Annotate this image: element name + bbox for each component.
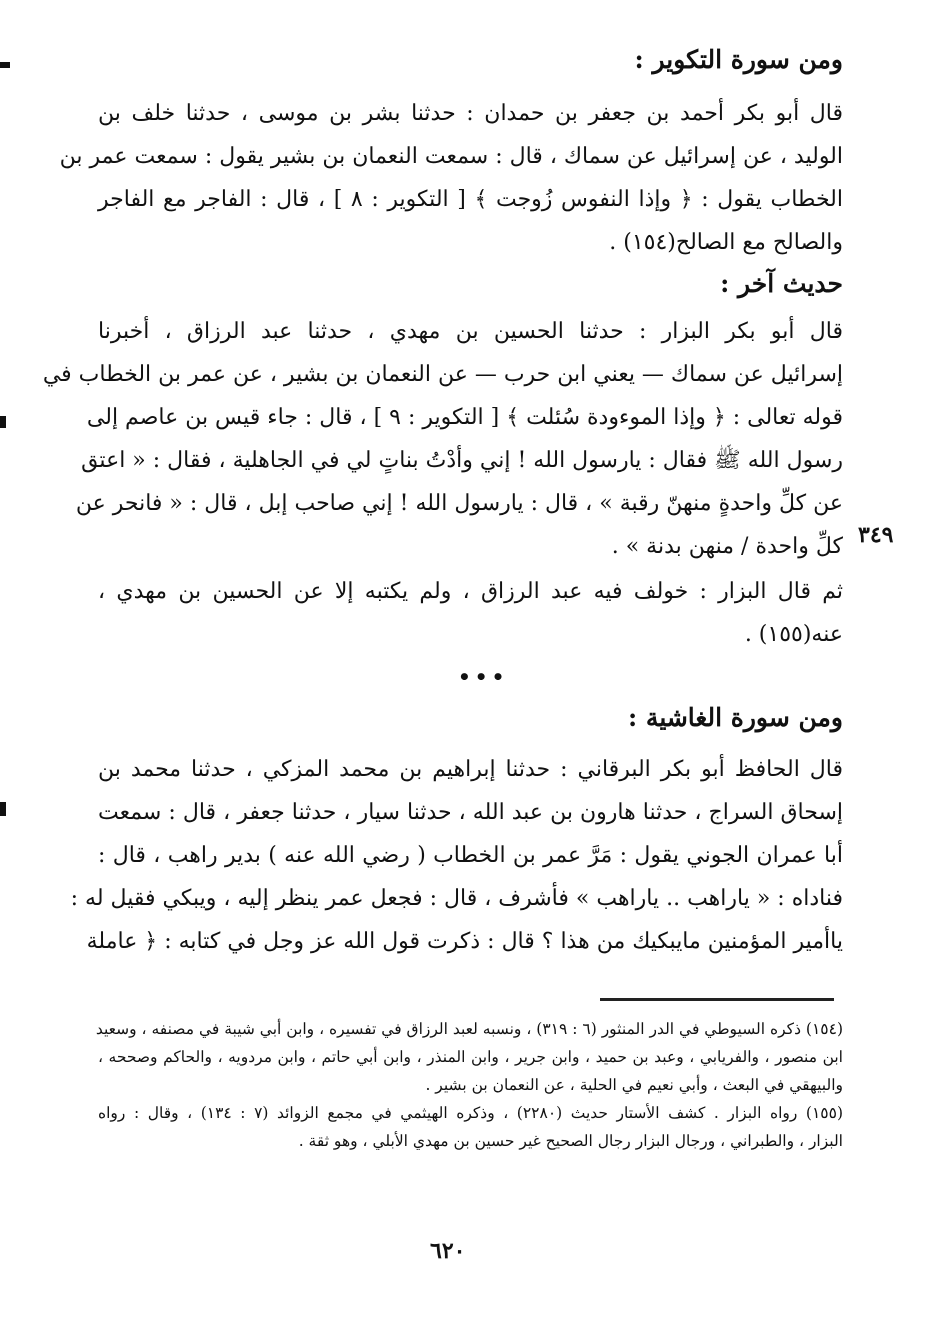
footnotes xyxy=(95,1015,844,1155)
footnote-154-line: ابن منصور ، والفريابي ، وعبد بن حميد ، وابن جرير ، وابن المنذر ، وابن أبي حاتم ، وابن مردويه ، والحاكم وصححه ، xyxy=(98,1048,843,1066)
section-heading-another-hadith: حديث آخر : xyxy=(720,269,843,298)
section-heading-ghashiya: ومن سورة الغاشية : xyxy=(627,703,843,732)
text-line: رسول الله ﷺ فقال : يارسول الله ! إني وأدْتُ بناتٍ لي في الجاهلية ، فقال : « اعتق xyxy=(81,448,843,473)
footnote-154-line: (١٥٤) ذكره السيوطي في الدر المنثور (٦ : ٣١٩) ، ونسبه لعبد الرزاق في تفسيره ، وابن أبي شيبة في مصنفه ، وسعيد xyxy=(95,1020,843,1038)
scan-edge-mark xyxy=(0,802,6,816)
paragraph-another-hadith xyxy=(42,310,843,568)
text-line: عنه(١٥٥) . xyxy=(744,622,843,647)
text-line: إسرائيل عن سماك — يعني ابن حرب — عن النعمان بن بشير ، عن عمر بن الخطاب في xyxy=(42,362,843,387)
paragraph-bazzar-note xyxy=(98,570,843,656)
scan-edge-mark xyxy=(0,416,6,428)
text-line: قال أبو بكر أحمد بن جعفر بن حمدان : حدثنا بشر بن موسى ، حدثنا خلف بن xyxy=(98,101,843,126)
text-line: عن كلِّ واحدةٍ منهنّ رقبة » ، قال : يارسول الله ! إني صاحب إبل ، قال : « فانحر عن xyxy=(75,491,843,516)
margin-page-number: ٣٤٩ xyxy=(858,522,894,548)
text-line: ثم قال البزار : خولف فيه عبد الرزاق ، ولم يكتبه إلا عن الحسين بن مهدي ، xyxy=(98,579,843,604)
page-number: ٦٢٠ xyxy=(430,1238,466,1264)
text-line: قوله تعالى : ﴿ وإذا الموءودة سُئلت ﴾ [ التكوير : ٩ ] ، قال : جاء قيس بن عاصم إلى xyxy=(86,405,843,430)
footnote-155-line: (١٥٥) رواه البزار . كشف الأستار حديث (٢٢٨٠) ، وذكره الهيثمي في مجمع الزوائد (٧ : ١٣٤) ، وقال : رواه xyxy=(98,1104,844,1122)
footnote-154-line: والبيهقي في البعث ، وأبي نعيم في الحلية ، عن النعمان بن بشير . xyxy=(425,1076,843,1094)
text-line: قال الحافظ أبو بكر البرقاني : حدثنا إبراهيم بن محمد المزكي ، حدثنا محمد بن xyxy=(98,757,843,782)
text-line: الخطاب يقول : ﴿ وإذا النفوس زُوجت ﴾ [ التكوير : ٨ ] ، قال : الفاجر مع الفاجر xyxy=(98,187,843,212)
footnote-155-line: البزار ، والطبراني ، ورجال البزار رجال الصحيح غير حسين بن مهدي الأبلي ، وهو ثقة . xyxy=(298,1132,843,1150)
section-heading-takwir: ومن سورة التكوير : xyxy=(634,45,843,74)
text-line: ياأمير المؤمنين مايبكيك من هذا ؟ قال : ذكرت قول الله عز وجل في كتابه : ﴿ عاملة xyxy=(86,929,843,954)
text-line: إسحاق السراج ، حدثنا هارون بن عبد الله ، حدثنا سيار ، حدثنا جعفر ، قال : سمعت xyxy=(98,800,843,825)
paragraph-ghashiya xyxy=(70,748,843,963)
section-separator: ••• xyxy=(458,665,509,689)
text-line: والصالح مع الصالح(١٥٤) . xyxy=(609,230,843,255)
paragraph-takwir xyxy=(59,92,843,264)
scan-edge-mark xyxy=(0,62,10,68)
text-line: فناداه : « ياراهب .. ياراهب » فأشرف ، قال : فجعل عمر ينظر إليه ، ويبكي فقيل له : xyxy=(70,886,843,911)
text-line: كلِّ واحدة / منهن بدنة » . xyxy=(611,534,843,559)
footnote-rule xyxy=(600,998,834,1001)
text-line: قال أبو بكر البزار : حدثنا الحسين بن مهدي ، حدثنا عبد الرزاق ، أخبرنا xyxy=(98,319,843,344)
text-line: الوليد ، عن إسرائيل عن سماك ، قال : سمعت النعمان بن بشير يقول : سمعت عمر بن xyxy=(59,144,843,169)
text-line: أبا عمران الجوني يقول : مَرَّ عمر بن الخطاب ( رضي الله عنه ) بدير راهب ، قال : xyxy=(98,843,843,868)
